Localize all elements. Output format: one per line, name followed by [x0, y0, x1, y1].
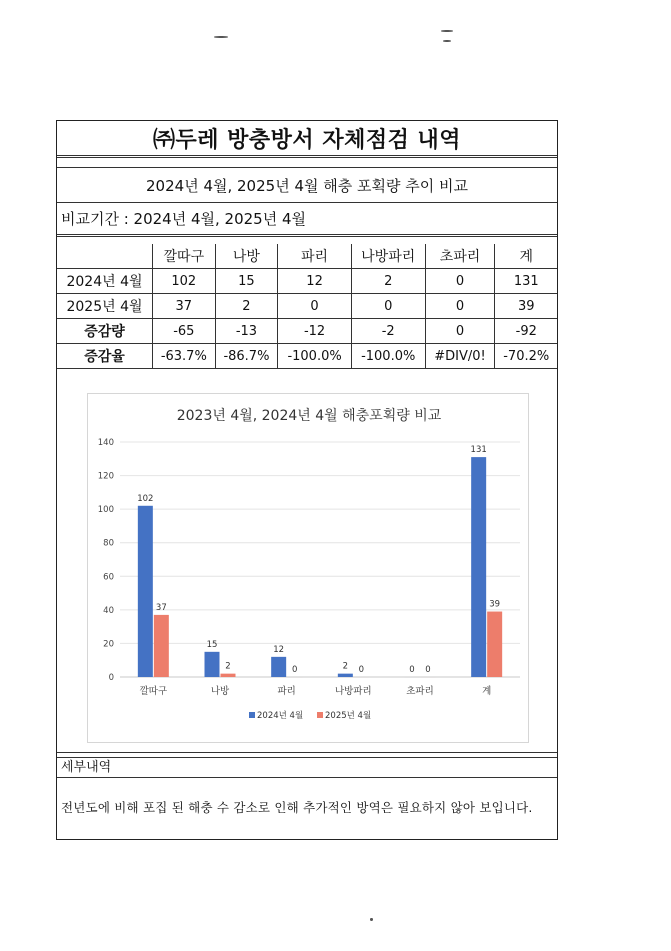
table-cell: 15 — [215, 269, 278, 294]
detail-divider — [57, 752, 557, 753]
data-label: 131 — [470, 445, 487, 456]
table-cell: 0 — [425, 269, 495, 294]
table-row — [57, 319, 557, 344]
table-cell: 12 — [278, 269, 352, 294]
scan-mark — [214, 36, 228, 38]
table-row-label: 2024년 4월 — [57, 269, 153, 294]
data-label: 12 — [273, 644, 285, 655]
table-header-cell: 깔따구 — [153, 244, 216, 269]
comparison-period-row — [57, 203, 557, 237]
data-label: 15 — [206, 639, 218, 650]
data-label: 0 — [409, 665, 415, 675]
data-label: 2 — [225, 661, 231, 672]
table-cell: -2 — [351, 319, 425, 344]
table-row-label: 증감량 — [57, 319, 153, 344]
table-header-cell: 파리 — [278, 244, 352, 269]
table-header-cell: 계 — [495, 244, 557, 269]
table-header-row — [57, 244, 557, 269]
table-cell: -13 — [215, 319, 278, 344]
table-cell: 0 — [351, 294, 425, 319]
table-cell: 102 — [153, 269, 216, 294]
data-label: 37 — [155, 602, 167, 613]
table-cell: -63.7% — [153, 344, 216, 369]
table-row-label: 2025년 4월 — [57, 294, 153, 319]
table-cell: 37 — [153, 294, 216, 319]
legend-swatch — [317, 712, 323, 718]
legend-label: 2025년 4월 — [325, 711, 372, 721]
y-tick-label: 100 — [97, 505, 114, 516]
catch-chart — [87, 393, 529, 743]
data-label: 2 — [342, 661, 349, 672]
table-cell: 0 — [278, 294, 352, 319]
table-row-label: 증감율 — [57, 344, 153, 369]
catch-table — [57, 244, 557, 369]
table-cell: -65 — [153, 319, 216, 344]
table-cell: 131 — [495, 269, 557, 294]
table-row — [57, 269, 557, 294]
bar — [338, 674, 353, 677]
table-cell: -100.0% — [351, 344, 425, 369]
table-row — [57, 344, 557, 369]
report-frame — [56, 120, 558, 840]
report-subtitle-row — [57, 167, 557, 203]
chart-svg — [88, 394, 530, 744]
chart-title: 2023년 4월, 2024년 4월 해충포획량 비교 — [176, 408, 442, 424]
x-tick-label: 초파리 — [406, 686, 434, 697]
table-cell: 2 — [351, 269, 425, 294]
data-label: 0 — [425, 665, 431, 675]
table-header-cell — [57, 244, 153, 269]
detail-label: 세부내역 — [57, 757, 557, 778]
y-tick-label: 120 — [97, 471, 114, 482]
bar — [205, 652, 220, 677]
x-tick-label: 계 — [482, 686, 492, 697]
data-label: 0 — [358, 665, 365, 675]
table-header-cell: 나방 — [215, 244, 278, 269]
table-cell: -12 — [278, 319, 352, 344]
scan-mark — [370, 918, 373, 921]
bar — [221, 674, 236, 677]
scan-mark — [441, 30, 453, 32]
bar — [271, 657, 286, 677]
report-title: ㈜두레 방충방서 자체점검 내역 — [152, 127, 461, 153]
bar — [154, 615, 169, 677]
table-cell: 2 — [215, 294, 278, 319]
table-cell: 0 — [425, 294, 495, 319]
scan-mark — [443, 40, 451, 42]
x-tick-label: 깔따구 — [139, 686, 168, 697]
table-cell: -70.2% — [495, 344, 557, 369]
bar — [471, 457, 486, 677]
table-row — [57, 294, 557, 319]
table-cell: #DIV/0! — [425, 344, 495, 369]
y-tick-label: 0 — [108, 673, 114, 683]
bar — [138, 506, 153, 677]
data-label: 0 — [291, 665, 298, 675]
table-cell: 0 — [425, 319, 495, 344]
legend-label: 2024년 4월 — [257, 711, 304, 721]
table-header-cell: 초파리 — [425, 244, 495, 269]
table-header-cell: 나방파리 — [351, 244, 425, 269]
table-cell: 39 — [495, 294, 557, 319]
report-subtitle: 2024년 4월, 2025년 4월 해충 포획량 추이 비교 — [146, 176, 468, 195]
legend-swatch — [249, 712, 255, 718]
table-cell: -100.0% — [278, 344, 352, 369]
x-tick-label: 나방 — [210, 686, 230, 697]
y-tick-label: 20 — [103, 639, 114, 650]
y-tick-label: 60 — [103, 572, 114, 583]
bar — [487, 612, 502, 677]
y-tick-label: 140 — [97, 438, 114, 448]
report-title-row — [57, 121, 557, 158]
y-tick-label: 80 — [103, 538, 114, 549]
data-label: 39 — [489, 599, 501, 610]
data-label: 102 — [137, 493, 154, 504]
x-tick-label: 파리 — [277, 686, 296, 697]
x-tick-label: 나방파리 — [334, 686, 372, 697]
y-tick-label: 40 — [103, 605, 114, 616]
table-cell: -92 — [495, 319, 557, 344]
comparison-period: 비교기간 : 2024년 4월, 2025년 4월 — [61, 210, 307, 228]
detail-text: 전년도에 비해 포집 된 해충 수 감소로 인해 추가적인 방역은 필요하지 않아 보입니다. — [61, 800, 533, 815]
table-cell: -86.7% — [215, 344, 278, 369]
